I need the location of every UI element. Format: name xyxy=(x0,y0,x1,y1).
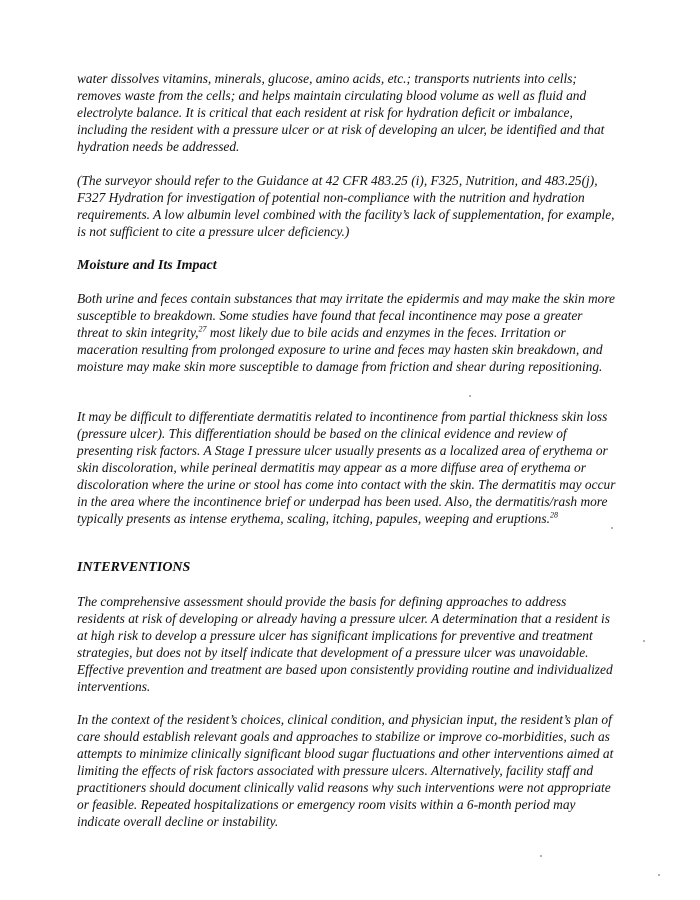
paragraph-comprehensive-assessment: The comprehensive assessment should provide the basis for defining approaches to address residents at risk of developing or already having a pressure ulcer. A determination that a resident is at high risk to develop a pressure ulcer has significant implications for preventive and treatment strategies, but does not by itself indicate that development of a pressure ulcer was unavoidable. Effective prevention and treatment are based upon consistently providing routine and individualized interventions. xyxy=(77,594,613,694)
heading-moisture-impact: Moisture and Its Impact xyxy=(77,258,217,273)
paragraph-moisture-part1: Both urine and feces contain substances that may irritate the epidermis and may make the skin more susceptible to breakdown. Some studies have found that fecal incontinence may pose a greater threat to skin integrity, xyxy=(77,291,616,340)
paragraph-dermatitis-text: It may be difficult to differentiate dermatitis related to incontinence from partial thickness skin loss (pressure ulcer). This differentiation should be based on the clinical evidence and review of presenting risk factors. A Stage I pressure ulcer usually presents as a localized area of erythema or skin discoloration, while perineal dermatitis may appear as a more diffuse area of erythema or discoloration where the urine or stool has come into contact with the skin. The dermatitis may occur in the area where the incontinence brief or underpad has been used. Also, the dermatitis/rash more typically presents as intense erythema, scaling, itching, papules, weeping and eruptions. xyxy=(77,409,616,526)
scan-speck xyxy=(540,855,542,857)
scan-speck xyxy=(643,640,645,642)
paragraph-dermatitis xyxy=(77,408,617,527)
paragraph-plan-of-care: In the context of the resident’s choices, clinical condition, and physician input, the resident’s plan of care should establish relevant goals and approaches to stabilize or improve co-morbidities, such as attempts to minimize clinically significant blood sugar fluctuations and other interventions aimed at limiting the effects of risk factors associated with pressure ulcers. Alternatively, facility staff and practitioners should document clinically valid reasons why such interventions were not appropriate or feasible. Repeated hospitalizations or emergency room visits within a 6-month period may indicate overall decline or instability. xyxy=(77,712,614,829)
paragraph-moisture xyxy=(77,290,617,375)
scan-speck xyxy=(469,395,471,397)
paragraph-moisture-part2: most likely due to bile acids and enzymes in the feces. Irritation or maceration resulting from prolonged exposure to urine and feces may hasten skin breakdown, and moisture may make skin more susceptible to damage from friction and shear during repositioning. xyxy=(77,325,603,374)
paragraph-surveyor-guidance: (The surveyor should refer to the Guidance at 42 CFR 483.25 (i), F325, Nutrition, and 483.25(j), F327 Hydration for investigation of potential non-compliance with the nutrition and hydration requirements. A low albumin level combined with the facility’s lack of supplementation, for example, is not sufficient to cite a pressure ulcer deficiency.) xyxy=(77,173,615,239)
scan-speck xyxy=(658,874,660,876)
scan-speck xyxy=(611,527,613,529)
reference-27: 27 xyxy=(198,324,207,334)
reference-28: 28 xyxy=(549,510,558,520)
paragraph-hydration: water dissolves vitamins, minerals, glucose, amino acids, etc.; transports nutrients into cells; removes waste from the cells; and helps maintain circulating blood volume as well as fluid and electrolyte balance. It is critical that each resident at risk for hydration deficit or imbalance, including the resident with a pressure ulcer or at risk of developing an ulcer, be identified and that hydration needs be addressed. xyxy=(77,71,605,154)
heading-interventions: INTERVENTIONS xyxy=(77,560,191,575)
